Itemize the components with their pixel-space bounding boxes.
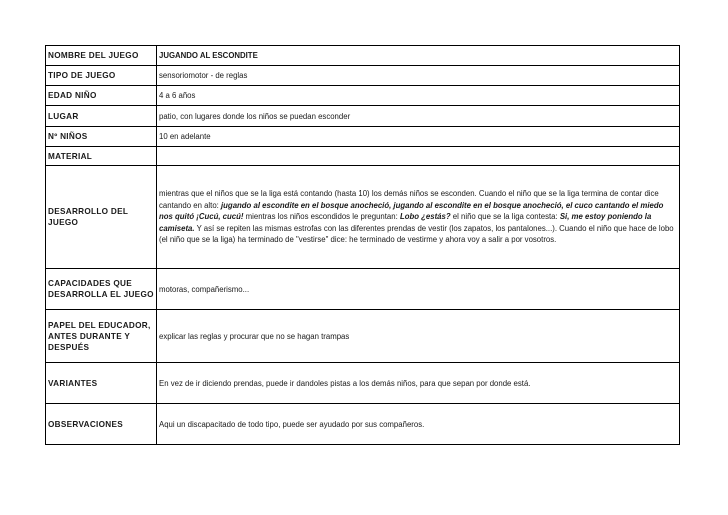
desarrollo-answer: Si, me estoy poniendo la camiseta.	[159, 212, 652, 233]
label-edad: EDAD NIÑO	[46, 86, 157, 106]
label-papel: PAPEL DEL EDUCADOR, ANTES DURANTE Y DESPUÉS	[46, 310, 157, 363]
desarrollo-text-3: el niño que se la liga contesta:	[450, 212, 560, 222]
row-observaciones	[46, 404, 680, 445]
row-edad	[46, 86, 680, 106]
value-capacidades: motoras, compañerismo...	[157, 269, 680, 310]
label-lugar: LUGAR	[46, 106, 157, 127]
desarrollo-song: jugando al escondite en el bosque anocheció, jugando al escondite en el bosque anocheció, el cuco cantando el miedo nos quitó ¡Cucú, cucú!	[159, 200, 664, 222]
value-edad: 4 a 6 años	[157, 86, 680, 106]
value-variantes: En vez de ir diciendo prendas, puede ir dandoles pistas a los demás niños, para que sepan por donde está.	[157, 363, 680, 404]
value-desarrollo	[157, 166, 680, 269]
game-sheet-table	[45, 45, 680, 445]
label-desarrollo: DESARROLLO DEL JUEGO	[46, 166, 157, 269]
label-tipo: TIPO DE JUEGO	[46, 66, 157, 86]
value-material	[157, 147, 680, 166]
desarrollo-text-1: mientras que el niños que se la liga está contando (hasta 10) los demás niños se esconden. Cuando el niño que se la liga termina de contar dice cantando en alto:	[159, 189, 659, 210]
value-observaciones: Aqui un discapacitado de todo tipo, puede ser ayudado por sus compañeros.	[157, 404, 680, 445]
label-variantes: VARIANTES	[46, 363, 157, 404]
row-papel	[46, 310, 680, 363]
row-ninos	[46, 127, 680, 147]
row-material	[46, 147, 680, 166]
value-papel: explicar las reglas y procurar que no se hagan trampas	[157, 310, 680, 363]
label-nombre: NOMBRE DEL JUEGO	[46, 46, 157, 66]
value-ninos: 10 en adelante	[157, 127, 680, 147]
row-nombre	[46, 46, 680, 66]
label-ninos: Nº NIÑOS	[46, 127, 157, 147]
value-lugar: patio, con lugares donde los niños se puedan esconder	[157, 106, 680, 127]
desarrollo-question: Lobo ¿estás?	[399, 212, 451, 222]
row-desarrollo	[46, 166, 680, 269]
row-lugar	[46, 106, 680, 127]
label-observaciones: OBSERVACIONES	[46, 404, 157, 445]
row-variantes	[46, 363, 680, 404]
desarrollo-text-4: Y así se repiten las mismas estrofas con las diferentes prendas de vestir (los zapatos, los pantalones...). Cuando el niño que hace de lobo (el niño que se la liga) ha terminado de "vestirse" dice: he terminado de vestirme y ahora voy a salir a por vosotros.	[159, 223, 674, 245]
label-capacidades: CAPACIDADES QUE DESARROLLA EL JUEGO	[46, 269, 157, 310]
value-tipo: sensoriomotor - de reglas	[157, 66, 680, 86]
row-tipo	[46, 66, 680, 86]
label-material: MATERIAL	[46, 147, 157, 166]
row-capacidades	[46, 269, 680, 310]
desarrollo-text-2: mientras los niños escondidos le preguntan:	[243, 212, 400, 222]
value-nombre: JUGANDO AL ESCONDITE	[157, 46, 680, 66]
